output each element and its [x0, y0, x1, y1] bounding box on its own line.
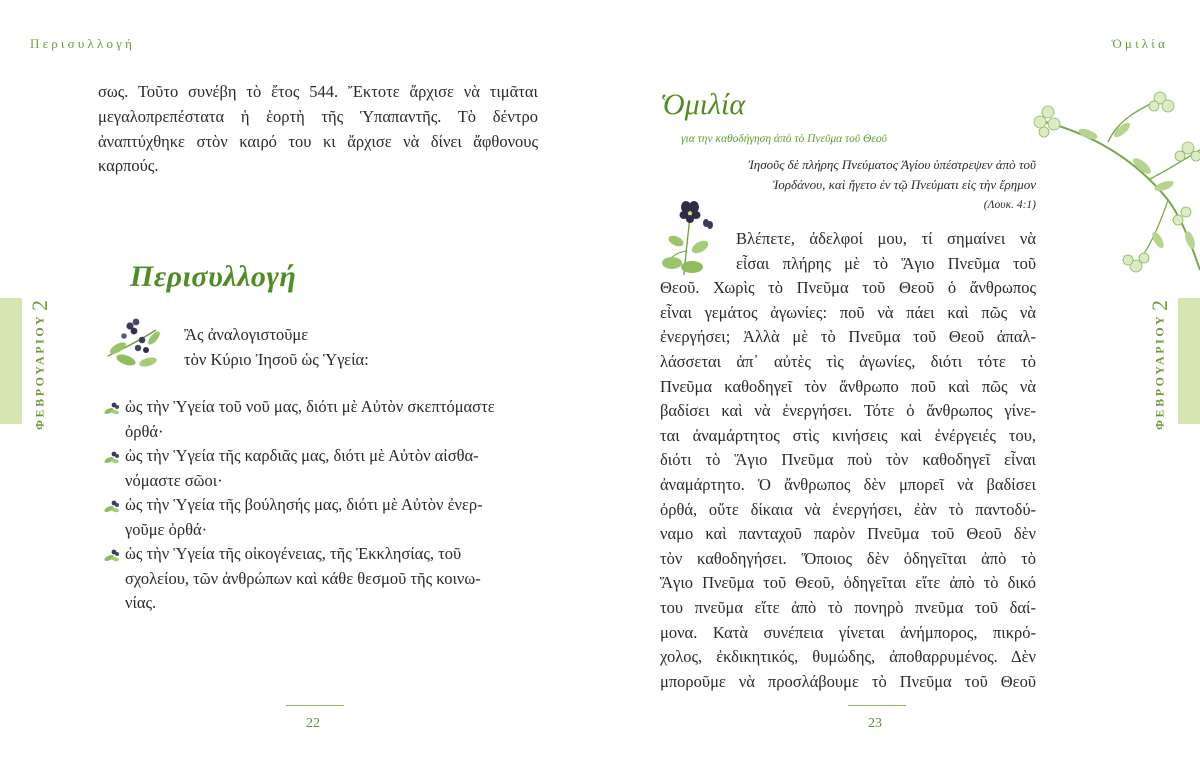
running-head-left: Περισυλλογή — [30, 36, 136, 51]
text-line: διότι τὸ Ἅγιο Πνεῦμα ποὺ τὸν καθοδηγεῖ εἶναι — [660, 450, 1036, 470]
berry-bullet-icon — [103, 547, 121, 563]
list-line: νίας. — [125, 593, 157, 612]
text-line: ὀρθά, οὔτε δίκαια νὰ ἐνεργήσει, ἐὰν τὸ παντοδύ- — [660, 499, 1036, 519]
text-line: χολος, ἐκδικητικός, θυμώδης, ἀποθαρρυμένος. Δὲν — [660, 647, 1036, 667]
epigraph — [690, 155, 1036, 215]
berry-bullet-icon — [103, 449, 121, 465]
page-heading: Ὁμιλία — [660, 88, 746, 121]
text-line: ἀναμάρτητο. Ὁ ἄνθρωπος δὲν μπορεῖ νὰ βαδίσει — [660, 474, 1036, 494]
text-line: του πνεῦμα εἴτε ἀπὸ τὸ πονηρὸ πνεῦμα τοῦ δαί- — [660, 597, 1036, 617]
berry-bullet-icon — [103, 498, 121, 514]
berry-bullet-icon — [103, 400, 121, 416]
health-list — [103, 395, 543, 616]
text-line: σως. Τοῦτο συνέβη τὸ ἔτος 544. Ἔκτοτε ἄρχισε νὰ τιμᾶται — [98, 82, 538, 101]
text-line: βαδίσει καὶ νὰ ἐνεργήσει. Τότε ὁ ἄνθρωπος γίνε- — [660, 401, 1036, 421]
side-tab-left — [0, 298, 22, 424]
list-line: ὀρθά· — [125, 421, 164, 441]
sermon-body — [660, 227, 1036, 694]
section-title: Περισυλλογή — [130, 260, 297, 293]
text-line: Ἅγιο Πνεῦμα τοῦ Θεοῦ, ὁδηγεῖται εἴτε ἀπὸ τὸ δικό — [660, 573, 1036, 593]
text-line: μονα. Κατὰ συνέπεια γίνεται ἀνήμπορος, πικρό- — [660, 622, 1036, 642]
list-line: ὡς τὴν Ὑγεία τοῦ νοῦ μας, διότι μὲ Αὐτὸν σκεπτόμαστε — [125, 397, 495, 416]
list-line: ὡς τὴν Ὑγεία τῆς βούλησής μας, διότι μὲ Αὐτὸν ἐνερ- — [125, 495, 483, 514]
side-month-left: ΦΕΒΡΟΥΑΡΙΟΥ — [32, 313, 47, 430]
text-line: εἶναι γεμάτος ἀγωνίες: ποῦ νὰ πάει καὶ πῶς νὰ — [660, 302, 1036, 322]
list-line: ὡς τὴν Ὑγεία τῆς οἰκογένειας, τῆς Ἐκκλησίας, τοῦ — [125, 544, 462, 563]
side-day-right: 2 — [1147, 300, 1172, 312]
epigraph-reference: (Λουκ. 4:1) — [983, 199, 1036, 211]
text-line: καρπούς. — [98, 156, 159, 176]
running-head-right: Ὁμιλία — [1111, 36, 1168, 51]
berry-sprig-illustration — [104, 310, 166, 376]
text-line: Βλέπετε, ἀδελφοί μου, τί σημαίνει νὰ — [736, 229, 1036, 248]
side-date-left — [20, 300, 60, 430]
text-line: ται ἀναμάρτητος στὶς κινήσεις καὶ ἐνέργειές του, — [660, 425, 1036, 445]
epigraph-line: Ἰησοῦς δὲ πλήρης Πνεύματος Ἁγίου ὑπέστρεψεν ἀπὸ τοῦ — [748, 157, 1036, 172]
flowering-branch-illustration — [1018, 90, 1200, 290]
side-tab-right — [1178, 298, 1200, 424]
intro-line: Ἂς ἀναλογιστοῦμε — [184, 325, 309, 344]
text-line: ἐνεργήσει; Ἀλλὰ μὲ τὸ Πνεῦμα τοῦ Θεοῦ ἀπαλ- — [660, 327, 1036, 347]
continuation-paragraph — [98, 80, 538, 179]
text-line: λάσσεται ἀπ᾽ αὐτὲς τὶς ἀγωνίες, διότι τότε τὸ — [660, 351, 1036, 371]
side-date-right — [1140, 300, 1180, 430]
epigraph-line: Ἰορδάνου, καὶ ἤγετο ἐν τῷ Πνεύματι εἰς τὴν ἔρημον — [772, 177, 1036, 192]
text-line: Πνεῦμα καθοδηγεῖ τὸν ἄνθρωπο ποῦ καὶ πῶς νὰ — [660, 376, 1036, 396]
list-line: γοῦμε ὀρθά· — [125, 519, 208, 539]
page-subtitle: για την καθοδήγηση ἀπὸ τὸ Πνεῦμα τοῦ Θεοῦ — [681, 133, 887, 145]
text-line: μεγαλοπρεπέστατα ἡ ἑορτὴ τῆς Ὑπαπαντῆς. Τὸ δέντρο — [98, 106, 538, 126]
list-line: σχολείου, τῶν ἀνθρώπων καὶ κάθε θεσμοῦ τῆς κοινω- — [125, 568, 481, 588]
list-line: ὡς τὴν Ὑγεία τῆς καρδιᾶς μας, διότι μὲ Αὐτὸν αἰσθα- — [125, 446, 479, 465]
text-line: μποροῦμε νὰ προσλάβουμε τὸ Πνεῦμα τοῦ Θεοῦ — [660, 671, 1036, 691]
list-item — [103, 493, 543, 542]
list-line: νόμαστε σῶοι· — [125, 470, 223, 490]
page-number-left: 22 — [306, 716, 320, 731]
text-line: εἶσαι πλήρης μὲ τὸ Ἅγιο Πνεῦμα τοῦ — [736, 253, 1036, 273]
page-number-right: 23 — [868, 716, 882, 731]
page-number-rule — [286, 705, 344, 706]
text-line: ναμο καὶ πανταχοῦ παρὸν Πνεῦμα τοῦ Θεοῦ δὲν — [660, 524, 1036, 544]
page-number-rule — [848, 705, 906, 706]
intro-line: τὸν Κύριο Ἰησοῦ ὡς Ὑγεία: — [184, 349, 369, 369]
text-line: Θεοῦ. Χωρὶς τὸ Πνεῦμα τοῦ Θεοῦ ὁ ἄνθρωπος — [660, 278, 1036, 298]
text-line: ἀναπτύχθηκε στὸν καιρό του κι ἄρχισε νὰ δίνει ἄφθονους — [98, 131, 538, 151]
intro-text — [184, 323, 504, 372]
side-month-right: ΦΕΒΡΟΥΑΡΙΟΥ — [1152, 313, 1167, 430]
side-day-left: 2 — [27, 300, 52, 312]
right-page — [600, 0, 1200, 775]
list-item — [103, 542, 543, 616]
text-line: τὸν καθοδηγήσει. Ὅποιος δὲν ὁδηγεῖται ἀπὸ τὸ — [660, 548, 1036, 568]
list-item — [103, 444, 543, 493]
list-item — [103, 395, 543, 444]
